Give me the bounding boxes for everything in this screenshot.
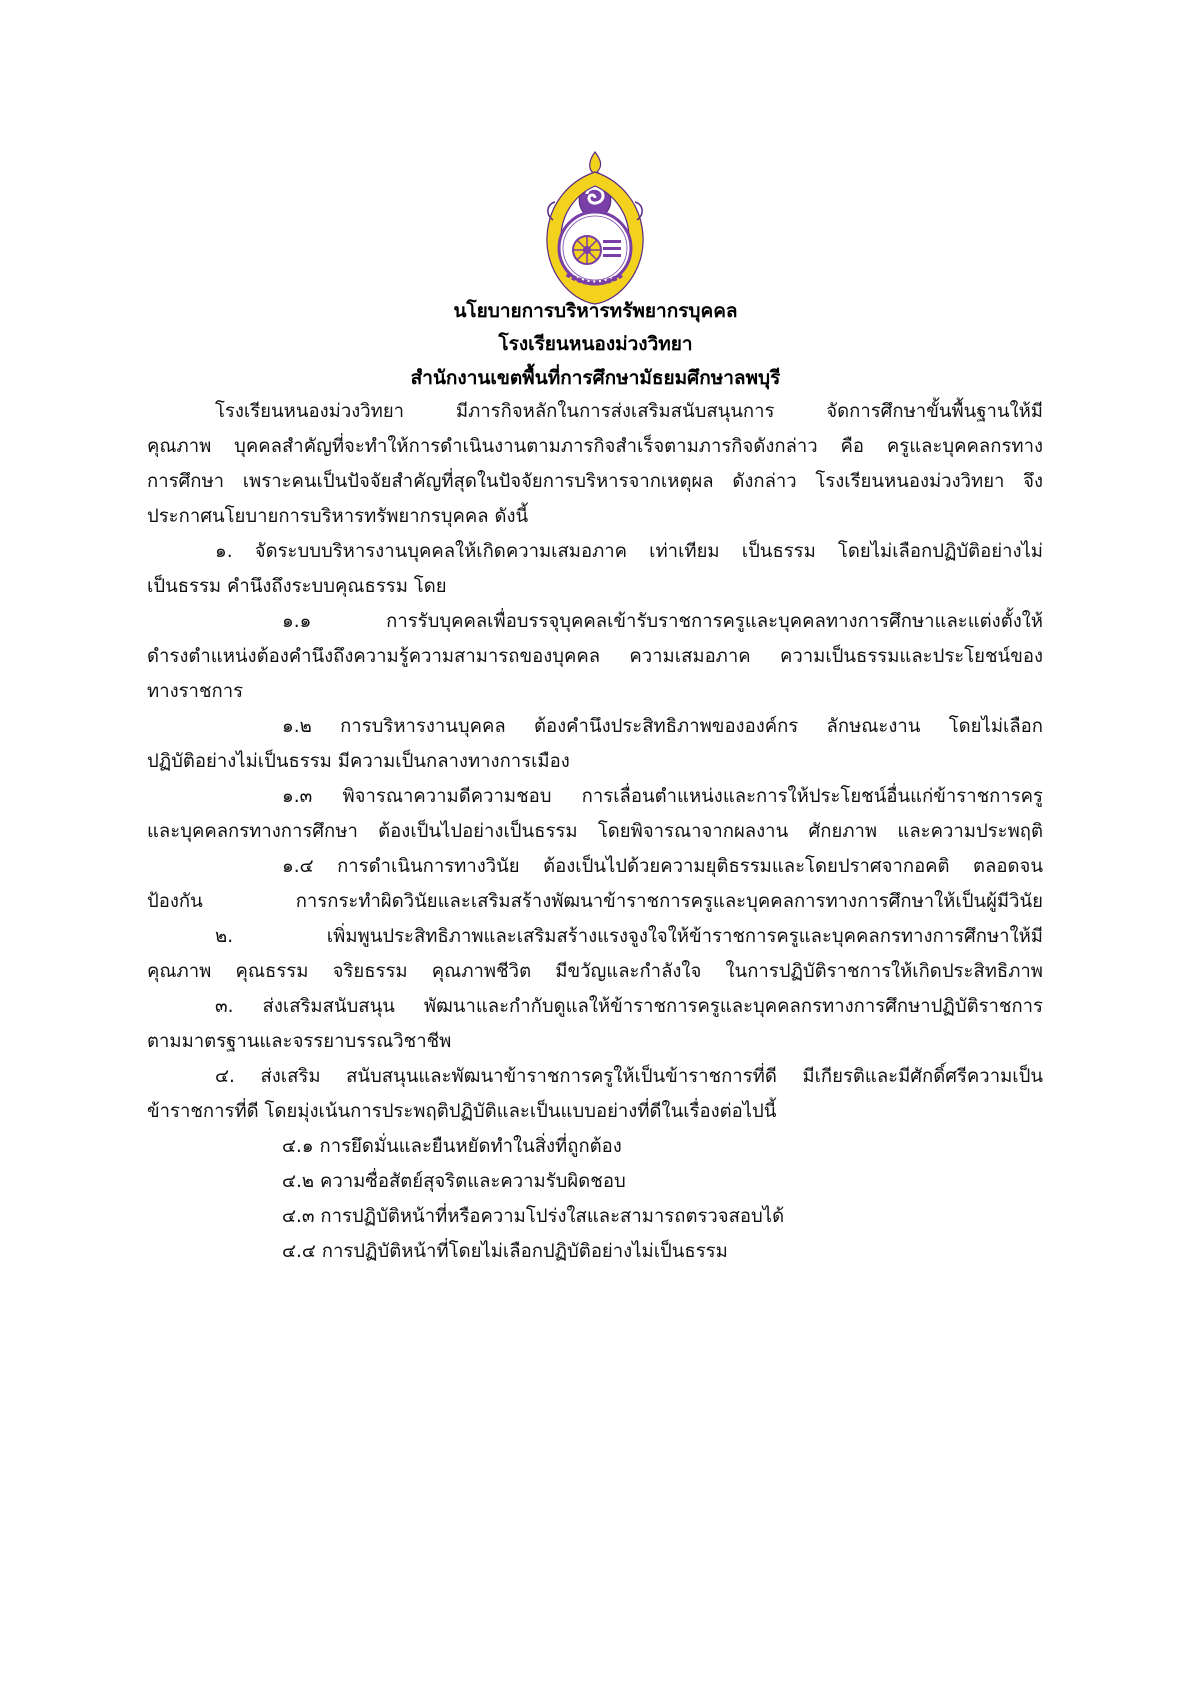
sub-item-4-4: ๔.๔ การปฏิบัติหน้าที่โดยไม่เลือกปฏิบัติอย่างไม่เป็นธรรม xyxy=(282,1241,728,1262)
body-line: คุณภาพ คุณธรรม จริยธรรม คุณภาพชีวิต มีขวัญและกำลังใจ ในการปฏิบัติราชการให้เกิดประสิทธิภาพ xyxy=(147,961,1043,982)
body-line: ๑.๓ พิจารณาความดีความชอบ การเลื่อนตำแหน่งและการให้ประโยชน์อื่นแก่ข้าราชการครู xyxy=(282,786,1043,807)
body-line: การศึกษา เพราะคนเป็นปัจจัยสำคัญที่สุดในปัจจัยการบริหารจากเหตุผล ดังกล่าว โรงเรียนหนองม่วงวิทยา จึง xyxy=(147,471,1043,492)
body-line: ๑.๑ การรับบุคคลเพื่อบรรจุบุคคลเข้ารับราชการครูและบุคคลทางการศึกษาและแต่งตั้งให้ xyxy=(282,611,1043,632)
body-line: และบุคคลกรทางการศึกษา ต้องเป็นไปอย่างเป็นธรรม โดยพิจารณาจากผลงาน ศักยภาพ และความประพฤติ xyxy=(147,821,1043,842)
school-emblem-logo xyxy=(541,150,649,306)
body-line: ประกาศนโยบายการบริหารทรัพยากรบุคคล ดังนี้ xyxy=(147,506,529,527)
title-line-3: สำนักงานเขตพื้นที่การศึกษามัธยมศึกษาลพบุรี xyxy=(410,367,781,389)
body-line: ๓. ส่งเสริมสนับสนุน พัฒนาและกำกับดูแลให้ข้าราชการครูและบุคคลกรทางการศึกษาปฏิบัติราชการ xyxy=(215,996,1043,1017)
body-line: ๑.๒ การบริหารงานบุคคล ต้องคำนึงประสิทธิภาพขององค์กร ลักษณะงาน โดยไม่เลือก xyxy=(282,716,1043,737)
body-line: ดำรงตำแหน่งต้องคำนึงถึงความรู้ความสามารถของบุคคล ความเสมอภาค ความเป็นธรรมและประโยชน์ของ xyxy=(147,646,1043,667)
title-line-2: โรงเรียนหนองม่วงวิทยา xyxy=(498,333,693,355)
sub-item-4-2: ๔.๒ ความซื่อสัตย์สุจริตและความรับผิดชอบ xyxy=(282,1171,626,1192)
body-line: คุณภาพ บุคคลสำคัญที่จะทำให้การดำเนินงานตามภารกิจสำเร็จตามภารกิจดังกล่าว คือ ครูและบุคคลกรทาง xyxy=(147,436,1043,457)
body-line: เป็นธรรม คำนึงถึงระบบคุณธรรม โดย xyxy=(147,576,447,597)
body-line: ปฏิบัติอย่างไม่เป็นธรรม มีความเป็นกลางทางการเมือง xyxy=(147,751,570,772)
body-line: ๑. จัดระบบบริหารงานบุคคลให้เกิดความเสมอภาค เท่าเทียม เป็นธรรม โดยไม่เลือกปฏิบัติอย่างไม่ xyxy=(215,541,1043,562)
body-line: ๑.๔ การดำเนินการทางวินัย ต้องเป็นไปด้วยความยุติธรรมและโดยปราศจากอคติ ตลอดจน xyxy=(282,856,1043,877)
body-line: ทางราชการ xyxy=(147,681,244,702)
sub-item-4-3: ๔.๓ การปฏิบัติหน้าที่หรือความโปร่งใสและสามารถตรวจสอบได้ xyxy=(282,1206,785,1227)
body-line: ๒. เพิ่มพูนประสิทธิภาพและเสริมสร้างแรงจูงใจให้ข้าราชการครูและบุคคลกรทางการศึกษาให้มี xyxy=(215,926,1043,947)
body-line: โรงเรียนหนองม่วงวิทยา มีภารกิจหลักในการส่งเสริมสนับสนุนการ จัดการศึกษาขั้นพื้นฐานให้มี xyxy=(215,401,1043,422)
title-line-1: นโยบายการบริหารทรัพยากรบุคคล xyxy=(453,300,738,322)
body-line: ๔. ส่งเสริม สนับสนุนและพัฒนาข้าราชการครูให้เป็นข้าราชการที่ดี มีเกียรติและมีศักดิ์ศรีความเป็น xyxy=(215,1066,1043,1087)
body-line: ตามมาตรฐานและจรรยาบรรณวิชาชีพ xyxy=(147,1031,452,1052)
body-line: ป้องกัน การกระทำผิดวินัยและเสริมสร้างพัฒนาข้าราชการครูและบุคคลการทางการศึกษาให้เป็นผู้มีวินัย xyxy=(147,891,1043,912)
body-line: ข้าราชการที่ดี โดยมุ่งเน้นการประพฤติปฏิบัติและเป็นแบบอย่างที่ดีในเรื่องต่อไปนี้ xyxy=(147,1101,777,1122)
sub-item-4-1: ๔.๑ การยึดมั่นและยืนหยัดทำในสิ่งที่ถูกต้อง xyxy=(282,1136,622,1157)
